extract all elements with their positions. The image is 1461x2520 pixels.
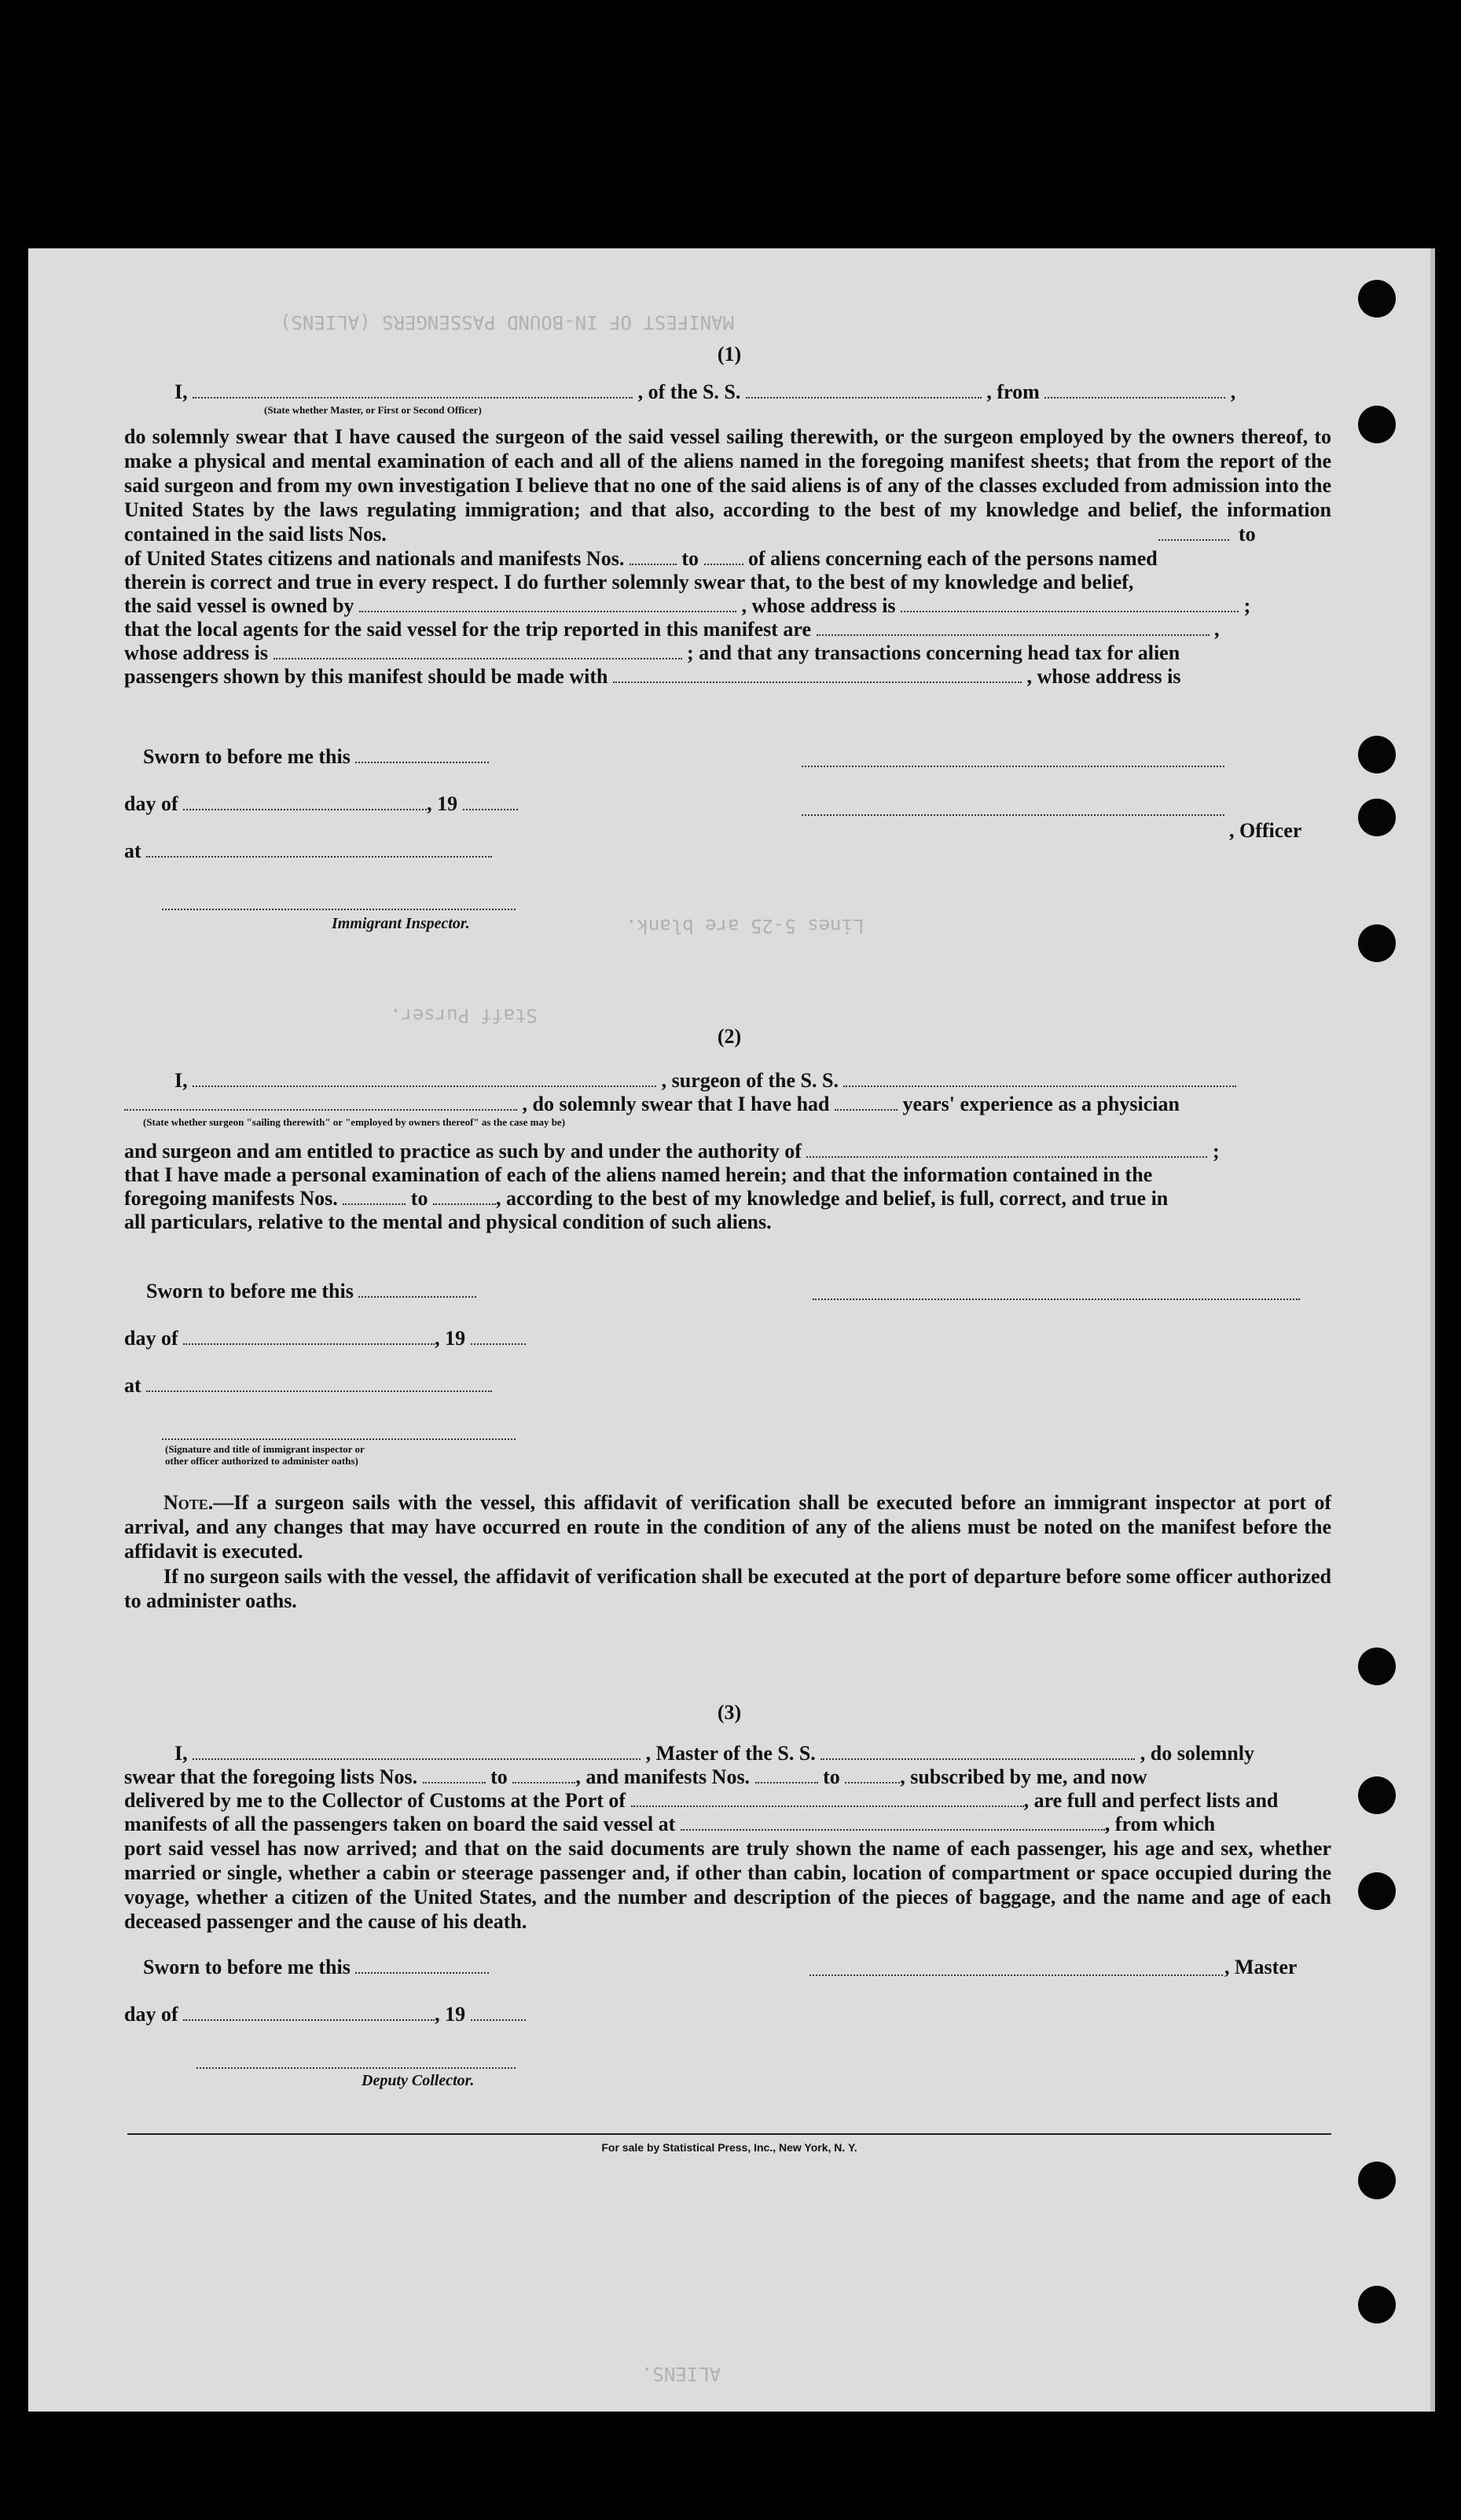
particulars-line: all particulars, relative to the mental and physical condition of such aliens. — [124, 1210, 772, 1233]
surgeon-caption: (State whether surgeon "sailing therewith" or "employed by owners thereof" as the case may be) — [143, 1116, 566, 1128]
foregoing-line: foregoing manifests Nos. to , according to the best of my knowledge and belief, is full, correct, and true in — [124, 1187, 1169, 1210]
punch-hole — [1358, 2286, 1396, 2323]
day-of-line-2: day of , 19 — [124, 1327, 526, 1350]
collector-signature-field — [196, 2067, 516, 2069]
delivered-line: delivered by me to the Collector of Customs at the Port of , are full and perfect lists and — [124, 1789, 1279, 1812]
at-line-2: at — [124, 1374, 492, 1398]
master-signature-field — [809, 1974, 1223, 1976]
note-paragraph-2: If no surgeon sails with the vessel, the affidavit of verification shall be executed at the port of departure before some officer authorized to administer oaths. — [124, 1565, 1331, 1612]
form-page — [28, 248, 1435, 2412]
master-line: I, , Master of the S. S. , do solemnly — [174, 1742, 1254, 1765]
punch-hole — [1358, 2162, 1396, 2199]
day-of-line-3: day of , 19 — [124, 2003, 526, 2026]
list-number-field — [1158, 539, 1229, 541]
day-of-line: day of , 19 — [124, 792, 518, 816]
bleed-through-text: ALIENS. — [641, 2363, 721, 2385]
head-tax-line: passengers shown by this manifest should be made with , whose address is — [124, 665, 1181, 688]
note-paragraph: Note.—If a surgeon sails with the vessel, this affidavit of verification shall be executed before an immigrant inspector at port of arrival, and any changes that may have occurred en route in the condition of any of the aliens must be noted on the manifest before the affidavit is executed. — [124, 1491, 1331, 1563]
inspector-signature-field-2 — [162, 1438, 516, 1440]
lists-line: of United States citizens and nationals and manifests Nos. to of aliens concerning each of the persons named — [124, 547, 1158, 570]
owner-line: the said vessel is owned by , whose address is ; — [124, 594, 1251, 617]
inspector-signature-field — [162, 909, 516, 910]
manifests-of-line: manifests of all the passengers taken on board the said vessel at , from which — [124, 1813, 1216, 1835]
master-oath-paragraph: port said vessel has now arrived; and that on the said documents are truly shown the name of each passenger, his age and sex, whether married or single, whether a cabin or steerage passenger and, if other than cabin, location of compartment or space occupied during the voyage, whether a citizen of the United States, and the number and description of the pieces of baggage, and the name and age of each deceased passenger and the cause of his death. — [124, 1837, 1331, 1933]
at-line: at — [124, 839, 492, 863]
section-1-number: (1) — [717, 343, 742, 366]
officer-caption: (State whether Master, or First or Second Officer) — [264, 404, 482, 416]
sworn-line-3: Sworn to before me this — [143, 1956, 489, 1979]
surgeon-line: I, , surgeon of the S. S. — [174, 1069, 1331, 1093]
oath-paragraph: do solemnly swear that I have caused the surgeon of the said vessel sailing therewith, or the surgeon employed by the owners thereof, to make a physical and mental examination of each and all of the aliens named in the foregoing manifest sheets; that from the report of the said surgeon and from my own investigation I believe that no one of the said aliens is of any of the classes excluded from admission into the United States by the laws regulating immigration; and that also, according to the best of my knowledge and belief, the information contained in the said lists Nos. — [124, 425, 1331, 546]
lists-line-3: swear that the foregoing lists Nos. to , and manifests Nos. to , subscribed by me, and now — [124, 1765, 1147, 1788]
officer-signature-field-2 — [802, 814, 1224, 816]
printer-footer: For sale by Statistical Press, Inc., New York, N. Y. — [601, 2141, 857, 2154]
to-label: to — [1239, 523, 1256, 546]
sworn-line-2: Sworn to before me this — [146, 1280, 476, 1303]
therein-line: therein is correct and true in every respect. I do further solemnly swear that, to the best of my knowledge and belief, — [124, 571, 1134, 593]
punch-hole — [1358, 736, 1396, 773]
officer-signature-field-1 — [802, 766, 1224, 767]
agents-line: that the local agents for the said vessel for the trip reported in this manifest are , — [124, 618, 1220, 641]
punch-hole — [1358, 1648, 1396, 1685]
section-2-number: (2) — [717, 1025, 742, 1048]
bleed-through-text: Lines 5-25 are blank. — [626, 915, 864, 937]
officer-label: , Officer — [1229, 819, 1302, 842]
experience-line: , do solemnly swear that I have had years' experience as a physician — [124, 1093, 1331, 1116]
bleed-through-text: Staff Purser. — [390, 1005, 538, 1027]
punch-hole — [1358, 1872, 1396, 1910]
punch-hole — [1358, 799, 1396, 836]
punch-hole — [1358, 280, 1396, 318]
punch-hole — [1358, 1776, 1396, 1814]
signature-caption: (Signature and title of immigrant inspector or other officer authorized to administer oaths) — [165, 1443, 365, 1467]
immigrant-inspector-label: Immigrant Inspector. — [332, 915, 470, 932]
punch-hole — [1358, 406, 1396, 443]
bleed-through-text: MANIFEST OF IN-BOUND PASSENGERS (ALIENS) — [280, 311, 734, 333]
footer-rule — [127, 2133, 1331, 2135]
examined-line: that I have made a personal examination of each of the aliens named herein; and that the information contained in the — [124, 1163, 1153, 1186]
entitled-line: and surgeon and am entitled to practice as such by and under the authority of ; — [124, 1140, 1220, 1163]
agents-address-line: whose address is ; and that any transactions concerning head tax for alien — [124, 641, 1180, 664]
sworn-line: Sworn to before me this — [143, 745, 489, 769]
deputy-collector-label: Deputy Collector. — [362, 2072, 475, 2089]
section-3-number: (3) — [717, 1701, 742, 1724]
surgeon-signature-field — [813, 1299, 1300, 1300]
oath-line-1: I, , of the S. S. , from , — [174, 380, 1236, 403]
master-label: , Master — [1224, 1956, 1298, 1978]
punch-hole — [1358, 924, 1396, 962]
